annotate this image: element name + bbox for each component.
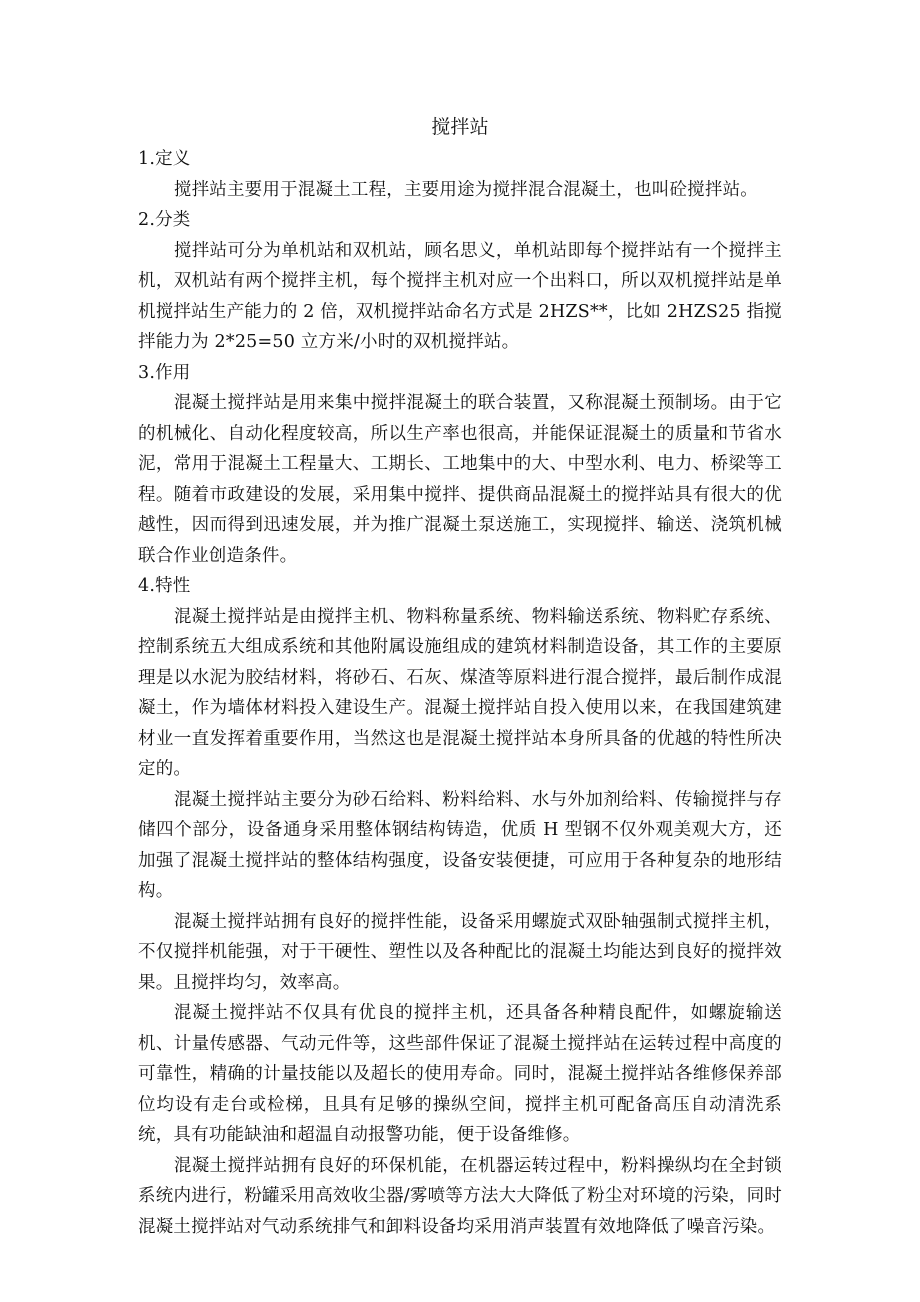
section-heading: 2.分类 xyxy=(138,210,191,230)
section-characteristics xyxy=(138,571,782,1242)
paragraph: 混凝土搅拌站是由搅拌主机、物料称量系统、物料输送系统、物料贮存系统、控制系统五大组成系统和其他附属设施组成的建筑材料制造设备，其工作的主要原理是以水泥为胶结材料，将砂石、石灰、煤渣等原料进行混合搅拌，最后制作成混凝土，作为墙体材料投入建设生产。混凝土搅拌站自投入使用以来，在我国建筑建材业一直发挥着重要作用，当然这也是混凝土搅拌站本身所具备的优越的特性所决定的。 xyxy=(138,606,782,779)
section-heading: 3.作用 xyxy=(138,362,191,383)
paragraph: 混凝土搅拌站拥有良好的搅拌性能，设备采用螺旋式双卧轴强制式搅拌主机，不仅搅拌机能强，对于干硬性、塑性以及各种配比的混凝土均能达到良好的搅拌效果。且搅拌均匀，效率高。 xyxy=(138,911,782,993)
paragraph: 混凝土搅拌站不仅具有优良的搅拌主机，还具备各种精良配件，如螺旋输送机、计量传感器、气动元件等，这些部件保证了混凝土搅拌站在运转过程中高度的可靠性，精确的计量技能以及超长的使用寿命。同时，混凝土搅拌站各维修保养部位均设有走台或检梯，且具有足够的操纵空间，搅拌主机可配备高压自动清洗系统，具有功能缺油和超温自动报警功能，便于设备维修。 xyxy=(138,1003,782,1145)
section-function xyxy=(138,358,782,572)
section-classification xyxy=(138,205,782,358)
paragraph: 混凝土搅拌站是用来集中搅拌混凝土的联合装置，又称混凝土预制场。由于它的机械化、自动化程度较高，所以生产率也很高，并能保证混凝土的质量和节省水泥，常用于混凝土工程量大、工期长、工地集中的大、中型水利、电力、桥梁等工程。随着市政建设的发展，采用集中搅拌、提供商品混凝土的搅拌站具有很大的优越性，因而得到迅速发展，并为推广混凝土泵送施工，实现搅拌、输送、浇筑机械联合作业创造条件。 xyxy=(138,393,782,566)
section-heading: 1.定义 xyxy=(138,149,191,169)
section-heading: 4.特性 xyxy=(138,576,191,596)
paragraph: 混凝土搅拌站拥有良好的环保机能，在机器运转过程中，粉料操纵均在全封锁系统内进行，粉罐采用高效收尘器/雾喷等方法大大降低了粉尘对环境的污染，同时混凝土搅拌站对气动系统排气和卸料设备均采用消声装置有效地降低了噪音污染。 xyxy=(138,1155,782,1237)
paragraph: 搅拌站可分为单机站和双机站，顾名思义，单机站即每个搅拌站有一个搅拌主机，双机站有两个搅拌主机，每个搅拌主机对应一个出料口，所以双机搅拌站是单机搅拌站生产能力的 2 倍，双机搅拌站命名方式是 2HZS**，比如 2HZS25 指搅拌能力为 2*25=50 立方米/小时的双机搅拌站。 xyxy=(138,240,782,352)
section-definition xyxy=(138,144,782,205)
paragraph: 搅拌站主要用于混凝土工程，主要用途为搅拌混合混凝土，也叫砼搅拌站。 xyxy=(173,179,758,200)
document-title: 搅拌站 xyxy=(431,116,489,138)
paragraph: 混凝土搅拌站主要分为砂石给料、粉料给料、水与外加剂给料、传输搅拌与存储四个部分，设备通身采用整体钢结构铸造，优质 H 型钢不仅外观美观大方，还加强了混凝土搅拌站的整体结构强度，设备安装便捷，可应用于各种复杂的地形结构。 xyxy=(138,789,782,901)
